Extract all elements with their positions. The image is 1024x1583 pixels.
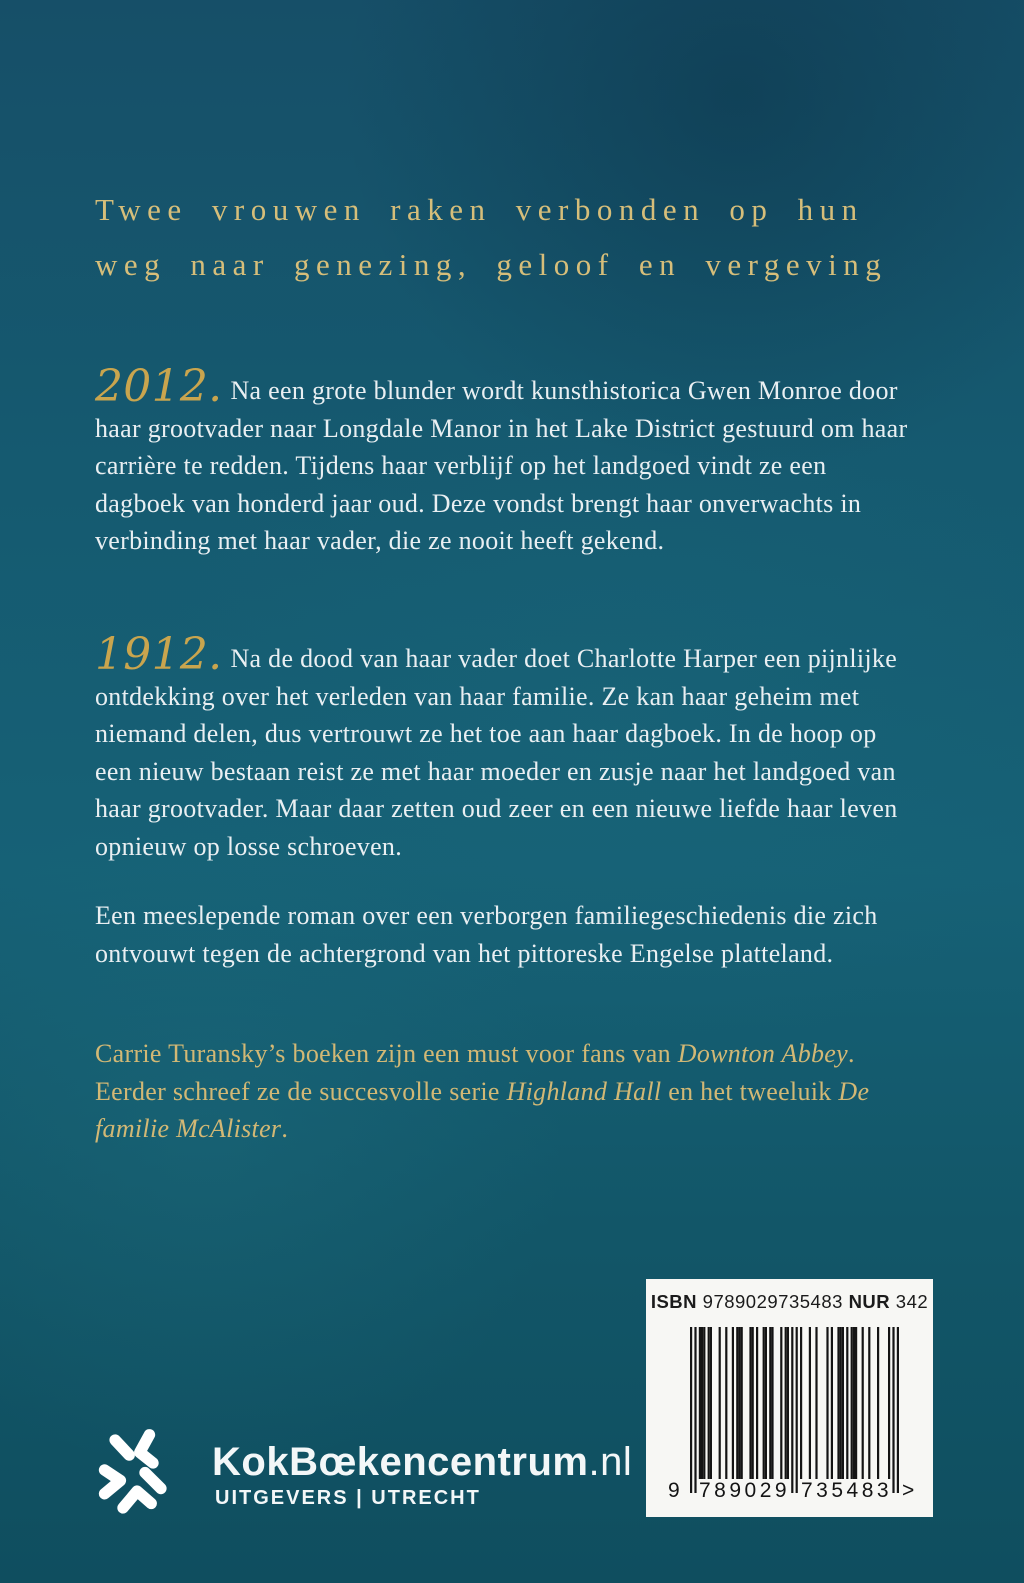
barcode-digit-first: 9 bbox=[668, 1479, 680, 1502]
author-note-seg: en het tweeluik bbox=[661, 1076, 839, 1106]
synopsis-1912-text: Na de dood van haar vader doet Charlotte Harper een pijnlijke ontdekking over het verleden van haar familie. Ze kan haar geheim met niemand delen, dus vertrouwt ze het toe aan haar dagboek. In de hoop op een nieuw bestaan reist ze met haar moeder en zusje naar het landgoed van haar grootvader. Maar daar zetten oud zeer en een nieuwe liefde haar leven opnieuw op losse schroeven. bbox=[95, 644, 898, 861]
author-note-seg: . bbox=[281, 1114, 289, 1143]
publisher-name-suffix: .nl bbox=[588, 1440, 633, 1484]
icon-stroke bbox=[115, 1440, 129, 1455]
back-cover-tagline bbox=[95, 182, 887, 292]
author-note bbox=[95, 1035, 915, 1148]
publisher-name-bold: KokBœkencentrum bbox=[212, 1440, 589, 1484]
isbn-value: 9789029735483 bbox=[697, 1291, 849, 1312]
year-1912: 1912. bbox=[95, 629, 223, 680]
icon-stroke bbox=[140, 1435, 153, 1463]
isbn-line bbox=[646, 1291, 933, 1313]
year-2012: 2012. bbox=[95, 361, 223, 412]
barcode-panel bbox=[646, 1279, 933, 1517]
synopsis-1912 bbox=[95, 629, 915, 865]
nur-value: 342 bbox=[890, 1291, 929, 1312]
summary-paragraph: Een meeslepende roman over een verborgen familiegeschiedenis die zich ontvouwt tegen de achtergrond van het pittoreske Engelse platteland. bbox=[95, 901, 878, 968]
barcode-digits-left: 789029 bbox=[699, 1479, 791, 1502]
title-familie-mcalister: De familie McAlister bbox=[95, 1076, 870, 1143]
synopsis-2012-text: Na een grote blunder wordt kunsthistorica Gwen Monroe door haar grootvader naar Longdale Manor in het Lake District gestuurd om haar carrière te redden. Tijdens haar verblijf op het landgoed vindt ze een dagboek van honderd jaar oud. Deze vondst brengt haar onverwachts in verbinding met haar vader, die ze nooit heeft gekend. bbox=[95, 376, 908, 555]
author-note-seg: . Eerder schreef ze de succesvolle serie bbox=[95, 1039, 855, 1106]
tagline-line-1: Twee vrouwen raken verbonden op hun bbox=[95, 192, 864, 227]
author-note-seg: Carrie Turansky’s boeken zijn een must voor fans van bbox=[95, 1039, 678, 1068]
synopsis-2012 bbox=[95, 361, 915, 560]
publisher-star-icon bbox=[94, 1426, 182, 1514]
isbn-label: ISBN bbox=[650, 1291, 698, 1312]
publisher-tagline: UITGEVERS | UTRECHT bbox=[215, 1487, 481, 1509]
nur-label: NUR bbox=[848, 1291, 891, 1312]
title-downton-abbey: Downton Abbey bbox=[677, 1039, 848, 1068]
icon-stroke bbox=[123, 1491, 151, 1508]
barcode-trailing-arrow: > bbox=[902, 1479, 915, 1502]
title-highland-hall: Highland Hall bbox=[506, 1076, 662, 1106]
barcode-bars bbox=[690, 1327, 899, 1493]
icon-stroke bbox=[145, 1473, 161, 1489]
publisher-name bbox=[212, 1442, 632, 1482]
icon-stroke bbox=[105, 1470, 121, 1494]
barcode-digits-right: 735483 bbox=[801, 1479, 893, 1502]
tagline-line-2: weg naar genezing, geloof en vergeving bbox=[95, 247, 888, 282]
